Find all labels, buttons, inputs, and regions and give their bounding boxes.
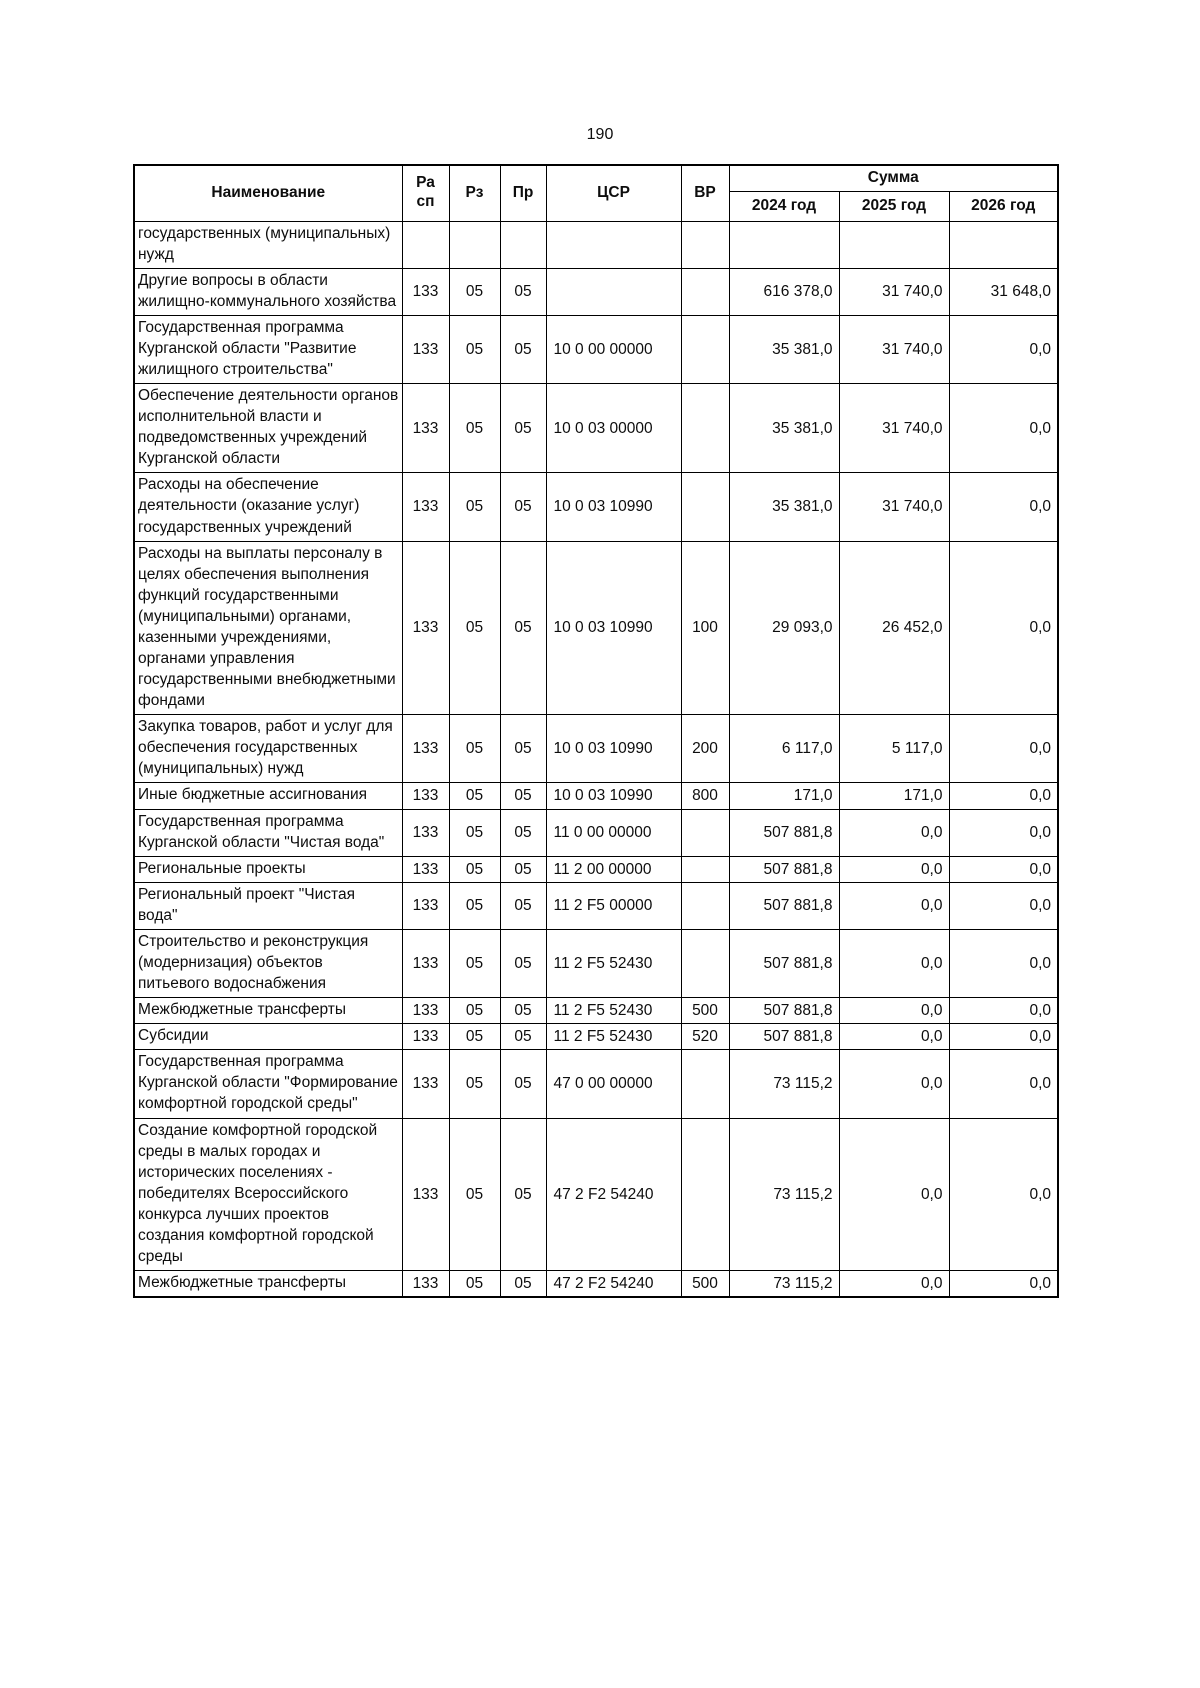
table-row xyxy=(134,856,1058,882)
cell-sum-2024: 507 881,8 xyxy=(729,998,839,1024)
header-csr: ЦСР xyxy=(546,165,681,221)
cell-pr: 05 xyxy=(500,315,546,383)
cell-rz: 05 xyxy=(449,929,500,997)
cell-name: Расходы на выплаты персоналу в целях обеспечения выполнения функций государственными (муниципальными) органами, казенными учреждениями, органами управления государственными внебюджетными фондами xyxy=(134,541,402,715)
cell-rasp: 133 xyxy=(402,882,449,929)
cell-rz: 05 xyxy=(449,856,500,882)
cell-name: Региональный проект "Чистая вода" xyxy=(134,882,402,929)
cell-vr xyxy=(681,473,729,541)
cell-rz: 05 xyxy=(449,315,500,383)
cell-csr: 11 0 00 00000 xyxy=(546,809,681,856)
cell-rasp xyxy=(402,221,449,268)
cell-rz: 05 xyxy=(449,783,500,809)
cell-csr xyxy=(546,268,681,315)
cell-sum-2026: 0,0 xyxy=(949,809,1058,856)
header-rasp xyxy=(402,165,449,221)
cell-pr: 05 xyxy=(500,473,546,541)
cell-vr xyxy=(681,1050,729,1118)
cell-pr: 05 xyxy=(500,1050,546,1118)
cell-csr: 10 0 00 00000 xyxy=(546,315,681,383)
header-name: Наименование xyxy=(134,165,402,221)
table-row xyxy=(134,715,1058,783)
cell-sum-2024: 507 881,8 xyxy=(729,856,839,882)
cell-vr xyxy=(681,1118,729,1271)
cell-name: Государственная программа Курганской области "Развитие жилищного строительства" xyxy=(134,315,402,383)
cell-rasp: 133 xyxy=(402,783,449,809)
cell-pr: 05 xyxy=(500,783,546,809)
cell-csr: 11 2 00 00000 xyxy=(546,856,681,882)
header-vr: ВР xyxy=(681,165,729,221)
cell-csr: 47 2 F2 54240 xyxy=(546,1271,681,1298)
cell-vr xyxy=(681,882,729,929)
cell-sum-2026: 0,0 xyxy=(949,1118,1058,1271)
cell-vr xyxy=(681,384,729,473)
cell-sum-2025: 0,0 xyxy=(839,1024,949,1050)
cell-csr: 11 2 F5 52430 xyxy=(546,998,681,1024)
table-row xyxy=(134,882,1058,929)
cell-sum-2024: 29 093,0 xyxy=(729,541,839,715)
cell-pr: 05 xyxy=(500,809,546,856)
cell-pr: 05 xyxy=(500,541,546,715)
cell-pr: 05 xyxy=(500,1118,546,1271)
header-pr: Пр xyxy=(500,165,546,221)
cell-sum-2024: 35 381,0 xyxy=(729,384,839,473)
cell-sum-2026: 0,0 xyxy=(949,882,1058,929)
cell-rz: 05 xyxy=(449,998,500,1024)
cell-sum-2025: 26 452,0 xyxy=(839,541,949,715)
page-number: 190 xyxy=(586,126,614,143)
cell-name: Закупка товаров, работ и услуг для обеспечения государственных (муниципальных) нужд xyxy=(134,715,402,783)
cell-sum-2024: 616 378,0 xyxy=(729,268,839,315)
cell-csr: 10 0 03 00000 xyxy=(546,384,681,473)
table-row xyxy=(134,929,1058,997)
header-row-1 xyxy=(134,165,1058,191)
cell-name: Создание комфортной городской среды в малых городах и исторических поселениях - победителях Всероссийского конкурса лучших проектов создания комфортной городской среды xyxy=(134,1118,402,1271)
cell-rasp: 133 xyxy=(402,1118,449,1271)
cell-rz: 05 xyxy=(449,473,500,541)
cell-sum-2024: 73 115,2 xyxy=(729,1271,839,1298)
cell-pr: 05 xyxy=(500,856,546,882)
cell-pr: 05 xyxy=(500,1271,546,1298)
cell-rz: 05 xyxy=(449,715,500,783)
cell-rasp: 133 xyxy=(402,998,449,1024)
table-body xyxy=(134,221,1058,1297)
cell-rasp: 133 xyxy=(402,1024,449,1050)
cell-sum-2025: 171,0 xyxy=(839,783,949,809)
table-row xyxy=(134,268,1058,315)
cell-sum-2024: 507 881,8 xyxy=(729,1024,839,1050)
cell-sum-2024: 35 381,0 xyxy=(729,473,839,541)
cell-rz: 05 xyxy=(449,1271,500,1298)
cell-csr: 10 0 03 10990 xyxy=(546,473,681,541)
cell-sum-2026: 0,0 xyxy=(949,715,1058,783)
cell-sum-2026: 0,0 xyxy=(949,1050,1058,1118)
cell-pr xyxy=(500,221,546,268)
table-row xyxy=(134,315,1058,383)
cell-sum-2024: 35 381,0 xyxy=(729,315,839,383)
cell-sum-2025: 31 740,0 xyxy=(839,473,949,541)
header-year-2025: 2025 год xyxy=(839,191,949,221)
cell-sum-2024 xyxy=(729,221,839,268)
cell-rz: 05 xyxy=(449,541,500,715)
cell-rasp: 133 xyxy=(402,315,449,383)
cell-sum-2025: 0,0 xyxy=(839,998,949,1024)
cell-name: Субсидии xyxy=(134,1024,402,1050)
cell-vr: 100 xyxy=(681,541,729,715)
cell-sum-2024: 6 117,0 xyxy=(729,715,839,783)
cell-sum-2024: 507 881,8 xyxy=(729,929,839,997)
cell-sum-2026: 31 648,0 xyxy=(949,268,1058,315)
cell-rasp: 133 xyxy=(402,473,449,541)
cell-name: Региональные проекты xyxy=(134,856,402,882)
cell-sum-2025: 0,0 xyxy=(839,1271,949,1298)
cell-rasp: 133 xyxy=(402,1050,449,1118)
cell-csr: 11 2 F5 00000 xyxy=(546,882,681,929)
header-year-2024: 2024 год xyxy=(729,191,839,221)
header-rasp-line2: сп xyxy=(416,193,435,211)
cell-sum-2025: 5 117,0 xyxy=(839,715,949,783)
table-row xyxy=(134,1024,1058,1050)
cell-rasp: 133 xyxy=(402,268,449,315)
cell-sum-2025: 0,0 xyxy=(839,882,949,929)
cell-rasp: 133 xyxy=(402,715,449,783)
header-year-2026: 2026 год xyxy=(949,191,1058,221)
header-rz: Рз xyxy=(449,165,500,221)
cell-name: Расходы на обеспечение деятельности (оказание услуг) государственных учреждений xyxy=(134,473,402,541)
cell-csr: 47 0 00 00000 xyxy=(546,1050,681,1118)
header-rasp-line1: Ра xyxy=(416,174,435,192)
cell-name: государственных (муниципальных) нужд xyxy=(134,221,402,268)
cell-csr: 11 2 F5 52430 xyxy=(546,1024,681,1050)
cell-rasp: 133 xyxy=(402,541,449,715)
table-row xyxy=(134,1118,1058,1271)
table-row xyxy=(134,221,1058,268)
cell-sum-2026: 0,0 xyxy=(949,315,1058,383)
header-summa: Сумма xyxy=(729,165,1058,191)
cell-name: Другие вопросы в области жилищно-коммунального хозяйства xyxy=(134,268,402,315)
cell-sum-2025: 0,0 xyxy=(839,1118,949,1271)
cell-vr: 500 xyxy=(681,1271,729,1298)
cell-sum-2025 xyxy=(839,221,949,268)
cell-vr xyxy=(681,856,729,882)
cell-pr: 05 xyxy=(500,1024,546,1050)
cell-rz: 05 xyxy=(449,1050,500,1118)
cell-sum-2025: 0,0 xyxy=(839,809,949,856)
cell-rz: 05 xyxy=(449,882,500,929)
cell-sum-2026: 0,0 xyxy=(949,1024,1058,1050)
cell-vr xyxy=(681,315,729,383)
cell-rz: 05 xyxy=(449,809,500,856)
table-row xyxy=(134,1271,1058,1298)
cell-vr xyxy=(681,221,729,268)
cell-sum-2025: 31 740,0 xyxy=(839,315,949,383)
cell-rz xyxy=(449,221,500,268)
cell-pr: 05 xyxy=(500,882,546,929)
cell-name: Строительство и реконструкция (модернизация) объектов питьевого водоснабжения xyxy=(134,929,402,997)
cell-sum-2025: 31 740,0 xyxy=(839,384,949,473)
cell-csr: 47 2 F2 54240 xyxy=(546,1118,681,1271)
cell-csr xyxy=(546,221,681,268)
cell-sum-2024: 73 115,2 xyxy=(729,1118,839,1271)
cell-sum-2026: 0,0 xyxy=(949,783,1058,809)
cell-rz: 05 xyxy=(449,268,500,315)
table-row xyxy=(134,541,1058,715)
cell-sum-2026: 0,0 xyxy=(949,998,1058,1024)
table-row xyxy=(134,809,1058,856)
cell-name: Межбюджетные трансферты xyxy=(134,1271,402,1298)
cell-csr: 10 0 03 10990 xyxy=(546,541,681,715)
cell-sum-2024: 171,0 xyxy=(729,783,839,809)
table-row xyxy=(134,783,1058,809)
cell-sum-2025: 31 740,0 xyxy=(839,268,949,315)
budget-table xyxy=(133,164,1059,1298)
cell-rasp: 133 xyxy=(402,384,449,473)
cell-pr: 05 xyxy=(500,268,546,315)
cell-rasp: 133 xyxy=(402,856,449,882)
cell-sum-2026: 0,0 xyxy=(949,541,1058,715)
cell-name: Иные бюджетные ассигнования xyxy=(134,783,402,809)
table-row xyxy=(134,998,1058,1024)
table-row xyxy=(134,1050,1058,1118)
cell-sum-2024: 73 115,2 xyxy=(729,1050,839,1118)
table-row xyxy=(134,473,1058,541)
cell-rasp: 133 xyxy=(402,809,449,856)
cell-vr: 800 xyxy=(681,783,729,809)
cell-rz: 05 xyxy=(449,1024,500,1050)
cell-pr: 05 xyxy=(500,929,546,997)
cell-sum-2024: 507 881,8 xyxy=(729,809,839,856)
cell-sum-2026: 0,0 xyxy=(949,473,1058,541)
cell-vr: 500 xyxy=(681,998,729,1024)
cell-sum-2026 xyxy=(949,221,1058,268)
cell-vr: 520 xyxy=(681,1024,729,1050)
cell-rasp: 133 xyxy=(402,1271,449,1298)
cell-csr: 10 0 03 10990 xyxy=(546,783,681,809)
cell-sum-2025: 0,0 xyxy=(839,856,949,882)
cell-sum-2026: 0,0 xyxy=(949,1271,1058,1298)
cell-sum-2026: 0,0 xyxy=(949,384,1058,473)
cell-csr: 11 2 F5 52430 xyxy=(546,929,681,997)
cell-name: Государственная программа Курганской области "Формирование комфортной городской среды" xyxy=(134,1050,402,1118)
cell-name: Государственная программа Курганской области "Чистая вода" xyxy=(134,809,402,856)
cell-rz: 05 xyxy=(449,384,500,473)
cell-sum-2025: 0,0 xyxy=(839,1050,949,1118)
cell-sum-2026: 0,0 xyxy=(949,856,1058,882)
cell-pr: 05 xyxy=(500,715,546,783)
cell-sum-2024: 507 881,8 xyxy=(729,882,839,929)
cell-rasp: 133 xyxy=(402,929,449,997)
cell-pr: 05 xyxy=(500,998,546,1024)
table-row xyxy=(134,384,1058,473)
cell-rz: 05 xyxy=(449,1118,500,1271)
cell-csr: 10 0 03 10990 xyxy=(546,715,681,783)
cell-sum-2026: 0,0 xyxy=(949,929,1058,997)
cell-name: Обеспечение деятельности органов исполнительной власти и подведомственных учреждений Курганской области xyxy=(134,384,402,473)
cell-vr: 200 xyxy=(681,715,729,783)
cell-vr xyxy=(681,268,729,315)
cell-pr: 05 xyxy=(500,384,546,473)
cell-vr xyxy=(681,809,729,856)
cell-vr xyxy=(681,929,729,997)
cell-sum-2025: 0,0 xyxy=(839,929,949,997)
cell-name: Межбюджетные трансферты xyxy=(134,998,402,1024)
